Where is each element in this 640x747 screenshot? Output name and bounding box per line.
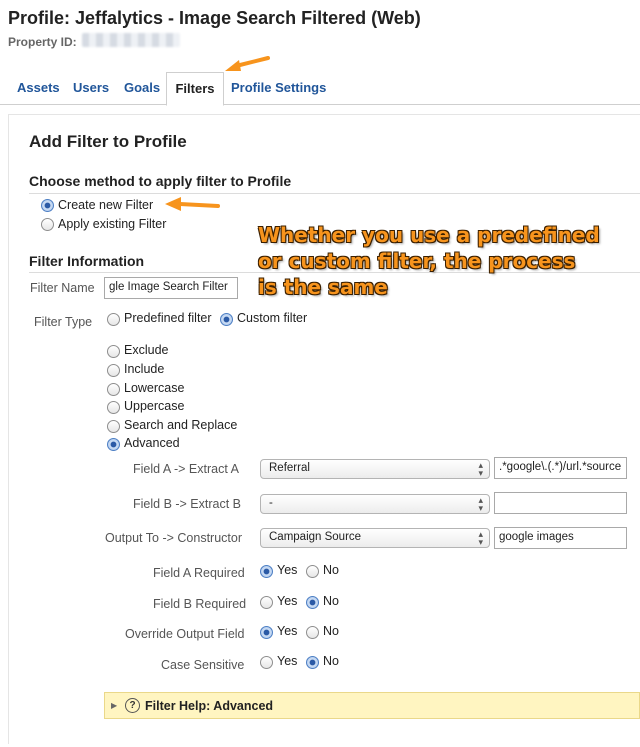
field-b-required-no-label: No [323, 594, 339, 608]
include-label: Include [124, 362, 165, 376]
field-b-select-value: - [269, 497, 273, 509]
property-id-label: Property ID: [8, 35, 77, 49]
custom-filter-label: Custom filter [237, 311, 308, 325]
field-a-required-yes-radio[interactable] [260, 565, 273, 578]
advanced-label: Advanced [124, 436, 180, 450]
select-arrows-icon: ▴ ▾ [478, 460, 483, 478]
field-b-input[interactable] [494, 492, 627, 514]
select-arrows-icon: ▴ ▾ [478, 495, 483, 513]
apply-existing-filter-label: Apply existing Filter [58, 217, 167, 231]
method-divider [29, 193, 640, 194]
create-new-filter-label: Create new Filter [58, 198, 154, 212]
override-output-label: Override Output Field [125, 627, 245, 641]
annotation-callout [258, 222, 628, 300]
output-input[interactable]: google images [494, 527, 627, 549]
custom-filter-radio[interactable] [220, 313, 233, 326]
override-no-radio[interactable] [306, 626, 319, 639]
search-and-replace-radio[interactable] [107, 420, 120, 433]
tabs-divider [0, 104, 640, 105]
annotation-arrow-icon [162, 195, 220, 215]
filter-type-label: Filter Type [34, 315, 93, 329]
case-sensitive-no-radio[interactable] [306, 656, 319, 669]
field-b-required-yes-radio[interactable] [260, 596, 273, 609]
tab-filters[interactable]: Filters [166, 72, 224, 106]
field-a-required-label: Field A Required [153, 566, 245, 580]
field-a-select[interactable] [260, 459, 490, 479]
select-arrows-icon: ▴ ▾ [478, 529, 483, 547]
annotation-line-3: is the same [258, 275, 388, 299]
case-sensitive-yes-label: Yes [277, 654, 298, 668]
field-b-required-label: Field B Required [153, 597, 247, 611]
lowercase-radio[interactable] [107, 383, 120, 396]
lowercase-label: Lowercase [124, 381, 185, 395]
field-b-label: Field B -> Extract B [133, 497, 242, 511]
field-b-select[interactable] [260, 494, 490, 514]
exclude-label: Exclude [124, 343, 169, 357]
field-a-input[interactable]: .*google\.(.*)/url.*source [494, 457, 627, 479]
output-select-value: Campaign Source [269, 531, 362, 543]
annotation-arrow-icon [222, 54, 270, 76]
override-yes-label: Yes [277, 624, 298, 638]
field-b-required-yes-label: Yes [277, 594, 298, 608]
annotation-line-2: or custom filter, the process [258, 249, 576, 273]
include-radio[interactable] [107, 364, 120, 377]
case-sensitive-yes-radio[interactable] [260, 656, 273, 669]
advanced-radio[interactable] [107, 438, 120, 451]
filter-information-heading: Filter Information [29, 253, 145, 269]
method-heading: Choose method to apply filter to Profile [29, 173, 292, 189]
field-a-required-no-radio[interactable] [306, 565, 319, 578]
uppercase-radio[interactable] [107, 401, 120, 414]
page-title: Profile: Jeffalytics - Image Search Filtered (Web) [8, 8, 421, 28]
tab-users[interactable]: Users [73, 80, 110, 95]
filter-name-input[interactable]: gle Image Search Filter [104, 277, 238, 299]
exclude-radio[interactable] [107, 345, 120, 358]
search-and-replace-label: Search and Replace [124, 418, 238, 432]
filter-name-label: Filter Name [30, 281, 95, 295]
case-sensitive-no-label: No [323, 654, 339, 668]
predefined-filter-label: Predefined filter [124, 311, 212, 325]
override-no-label: No [323, 624, 339, 638]
annotation-line-1: Whether you use a predefined [258, 223, 600, 247]
uppercase-label: Uppercase [124, 399, 185, 413]
output-select[interactable] [260, 528, 490, 548]
field-a-label: Field A -> Extract A [133, 462, 239, 476]
tab-assets[interactable]: Assets [17, 80, 60, 95]
output-constructor-label: Output To -> Constructor [105, 531, 242, 545]
property-id-value-blurred [82, 33, 180, 47]
override-yes-radio[interactable] [260, 626, 273, 639]
case-sensitive-label: Case Sensitive [161, 658, 245, 672]
field-a-required-yes-label: Yes [277, 563, 298, 577]
apply-existing-filter-radio[interactable] [41, 218, 54, 231]
field-b-required-no-radio[interactable] [306, 596, 319, 609]
tab-profile-settings[interactable]: Profile Settings [231, 80, 327, 95]
create-new-filter-radio[interactable] [41, 199, 54, 212]
expand-triangle-icon[interactable]: ▶ [111, 701, 118, 710]
field-a-select-value: Referral [269, 462, 310, 474]
filter-help-label[interactable]: Filter Help: Advanced [145, 699, 274, 713]
tab-goals[interactable]: Goals [124, 80, 161, 95]
field-a-required-no-label: No [323, 563, 339, 577]
add-filter-heading: Add Filter to Profile [29, 132, 187, 151]
predefined-filter-radio[interactable] [107, 313, 120, 326]
help-question-icon[interactable]: ? [125, 698, 140, 713]
